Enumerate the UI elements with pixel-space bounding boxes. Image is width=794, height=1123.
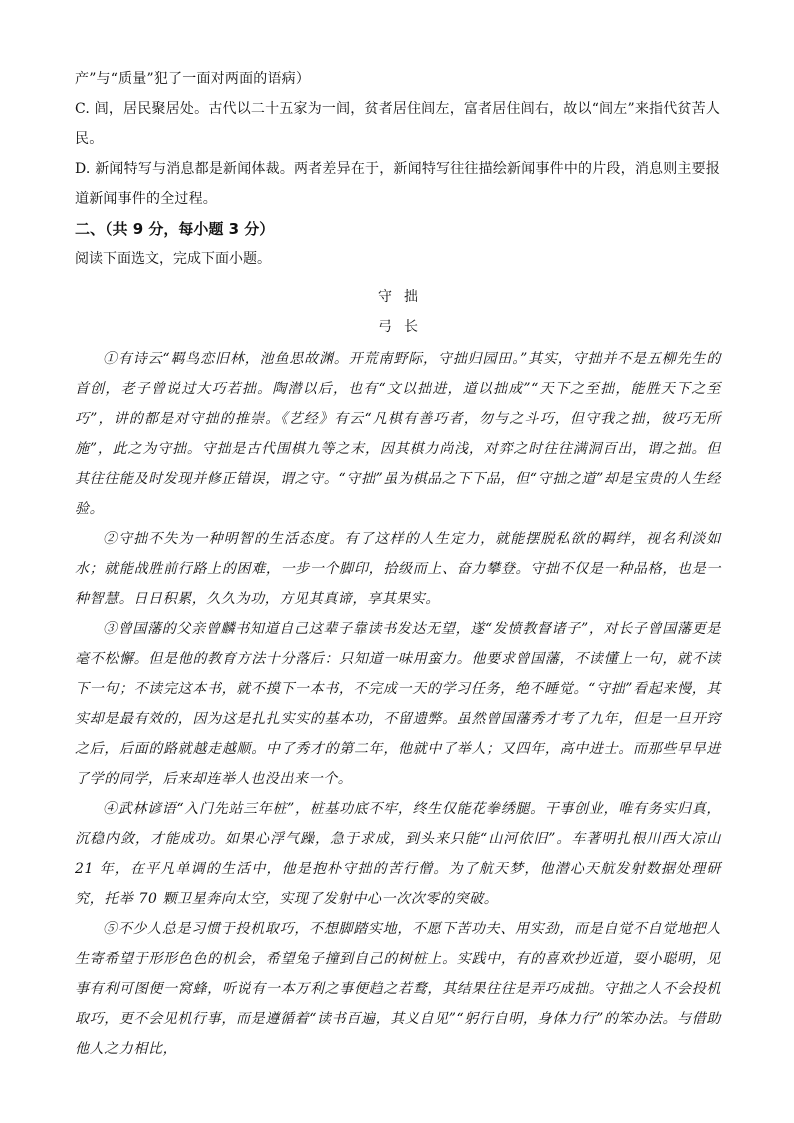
- article-author: 弓长: [378, 319, 430, 335]
- article-title: 守拙: [378, 289, 430, 305]
- article-body: [75, 344, 721, 1064]
- document-page: [75, 64, 721, 1064]
- article-paragraph-3: ③曾国藩的父亲曾麟书知道自己这辈子靠读书发达无望，遂“发愤教督诸子”，对长子曾国藩更是毫不松懈。但是他的教育方法十分落后：只知道一味用蛮力。他要求曾国藩，不读懂上一句，就不读下一句；不读完这本书，就不摸下一本书，不完成一天的学习任务，绝不睡觉。“守拙”看起来慢，其实却是最有效的，因为这是扎扎实实的基本功，不留遗弊。虽然曾国藩秀才考了九年，但是一旦开窍之后，后面的路就越走越顺。中了秀才的第二年，他就中了举人；又四年，高中进士。而那些早早进了学的同学，后来却连举人也没出来一个。: [75, 621, 721, 787]
- section-instruction: 阅读下面选文，完成下面小题。: [75, 251, 271, 267]
- answer-option-c: C. 闾，居民聚居处。古代以二十五家为一闾，贫者居住闾左，富者居住闾右，故以“闾左”来指代贫苦人民。: [75, 101, 721, 147]
- answer-option-d: D. 新闻特写与消息都是新闻体裁。两者差异在于，新闻特写往往描绘新闻事件中的片段，消息则主要报道新闻事件的全过程。: [75, 161, 721, 207]
- section-heading: 二、（共 9 分，每小题 3 分）: [75, 220, 275, 238]
- article-paragraph-4: ④武林谚语“入门先站三年桩”，桩基功底不牢，终生仅能花拳绣腿。干事创业，唯有务实归真，沉稳内敛，才能成功。如果心浮气躁，急于求成，到头来只能“山河依旧”。车著明扎根川西大凉山 21 年，在平凡单调的生活中，他是抱朴守拙的苦行僧。为了航天梦，他潜心天航发射数据处理研究，托举 70 颗卫星奔向太空，实现了发射中心一次次零的突破。: [75, 801, 721, 907]
- article-paragraph-5: ⑤不少人总是习惯于投机取巧，不想脚踏实地，不愿下苦功夫、用实劲，而是自觉不自觉地把人生寄希望于形形色色的机会，希望兔子撞到自己的树桩上。实践中，有的喜欢抄近道，耍小聪明，见事有利可图便一窝蜂，听说有一本万利之事便趋之若鹜，其结果往往是弄巧成拙。守拙之人不会投机取巧，更不会见机行事，而是遵循着“读书百遍，其义自见”“躬行自明，身体力行”的笨办法。与借助他人之力相比，: [75, 921, 721, 1057]
- article-paragraph-2: ②守拙不失为一种明智的生活态度。有了这样的人生定力，就能摆脱私欲的羁绊，视名利淡如水；就能战胜前行路上的困难，一步一个脚印，拾级而上、奋力攀登。守拙不仅是一种品格，也是一种智慧。日日积累，久久为功，方见其真谛，享其果实。: [75, 531, 721, 607]
- article-paragraph-1: ①有诗云“羁鸟恋旧林，池鱼思故渊。开荒南野际，守拙归园田。”其实，守拙并不是五柳先生的首创，老子曾说过大巧若拙。陶潜以后，也有“文以拙进，道以拙成”“天下之至拙，能胜天下之至巧”，讲的都是对守拙的推崇。《艺经》有云“凡棋有善巧者，勿与之斗巧，但守我之拙，彼巧无所施”，此之为守拙。守拙是古代围棋九等之末，因其棋力尚浅，对弈之时往往满洞百出，谓之拙。但其往往能及时发现并修正错误，谓之守。“守拙”虽为棋品之下下品，但“守拙之道”却是宝贵的人生经验。: [75, 351, 721, 517]
- answer-line-b-continuation: 产”与“质量”犯了一面对两面的语病）: [75, 71, 311, 87]
